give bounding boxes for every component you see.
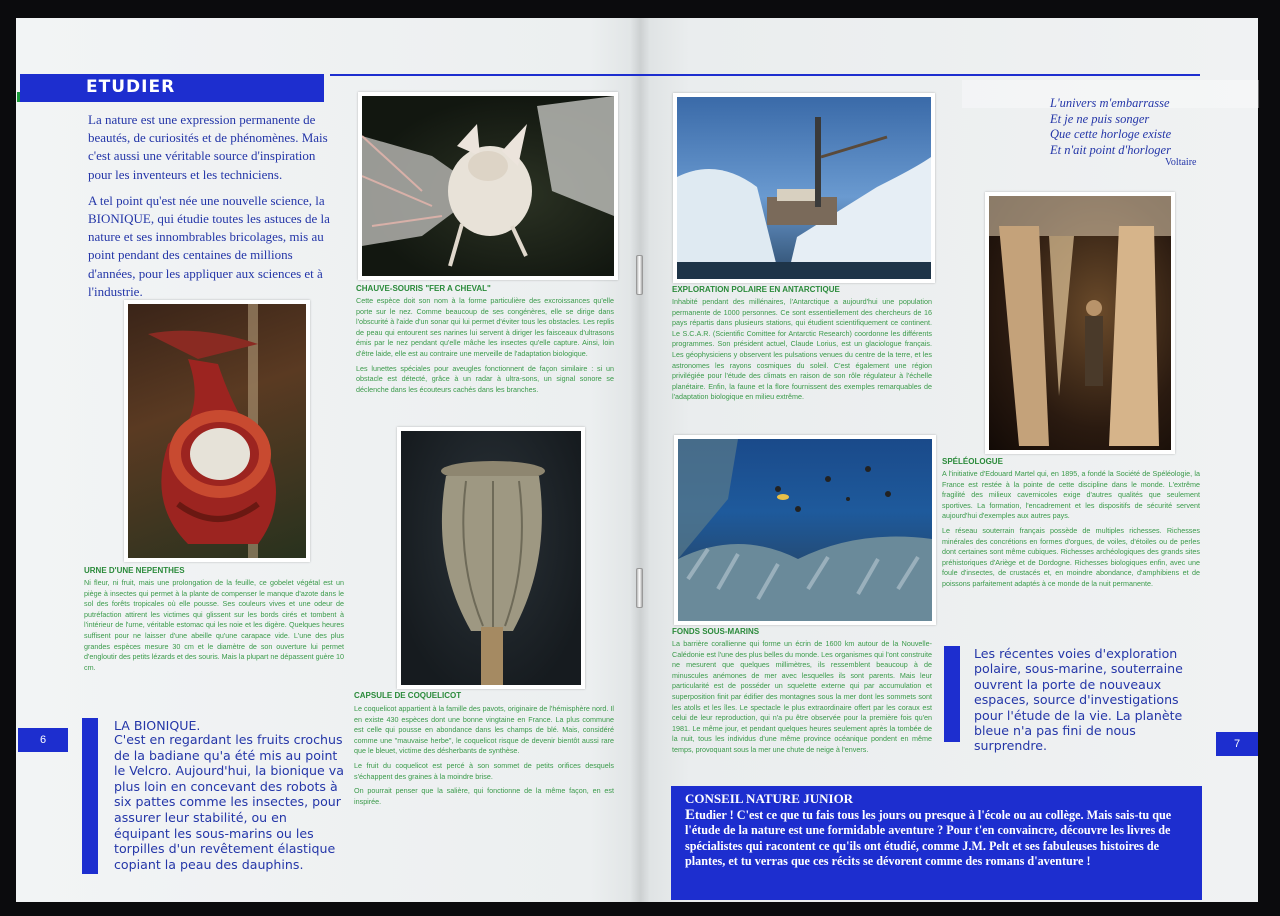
page-number-left: 6 bbox=[18, 728, 68, 752]
conseil-body-text: tudier ! C'est ce que tu fais tous les jours ou presque à l'école ou au collège. Mais sais-tu que l'étude de la nature est une formidable aventure ? Pour t'en convaincre, découvre les livres de spécialistes qui racontent ce qu'ils ont étudié, comme J.M. Pelt et ses fabuleuses histoires de plantes, et tu verras que ces récits se dévorent comme des romans d'aventure ! bbox=[685, 808, 1172, 869]
poppy-caption bbox=[354, 704, 614, 811]
green-marker bbox=[17, 92, 20, 102]
bat-caption-p2: Les lunettes spéciales pour aveugles fonctionnent de façon similaire : si un obstacle est détecté, grâce à un radar à ultra-sons, un signal sonore se déclenche dans les écouteurs cachés dans les branches. bbox=[356, 363, 614, 394]
bat-caption-p1: Cette espèce doit son nom à la forme particulière des excroissances qu'elle porte sur le nez. Comme beaucoup de ses congénères, elle se dirige dans l'obscurité à l'aide d'un sonar qui lui permet d'éviter tous les obstacles. Les replis de peau qui entourent ses narines lui servent à diriger les faisceaux d'ultrasons émis par le nez pendant qu'elle mâche les insectes qu'elle capture. Ainsi, loin d'être laide, elle est au contraire une merveille de l'adaptation biologique. bbox=[356, 296, 614, 358]
poem-line-2: Et je ne puis songer bbox=[1050, 111, 1150, 126]
coral-reef-photo bbox=[674, 435, 936, 625]
intro-text bbox=[88, 111, 340, 309]
reef-caption-p1: La barrière corallienne qui forme un écrin de 1600 km autour de la Nouvelle-Calédonie est l'une des plus belles du monde. Les organismes qui l'ont construite ne mesurent que quelques millimètres, ils ressemblent beaucoup à de minuscules anémones de mer avec lesquelles ils sont parents. Mais leur particularité est de posséder un squelette externe qui par accumulation et superposition finit par édifier des montagnes sous la mer dont les sommets sont les atolls et les îles. Le spectacle le plus extraordinaire offert par les coraux est celui de leur reproduction, qui n'a pu être observée pour la première fois qu'en 1981. Le même jour, et pendant quelques heures seulement après la tombée de la nuit, tous les individus d'une même province océanique pondent en même temps, provoquant sous la mer une chute de neige à l'envers. bbox=[672, 639, 932, 754]
staple-bottom bbox=[636, 568, 643, 608]
nepenthes-photo bbox=[124, 300, 310, 562]
cave-photo bbox=[985, 192, 1175, 454]
poem-line-3: Que cette horloge existe bbox=[1050, 127, 1172, 141]
speleo-caption-p1: A l'initiative d'Edouard Martel qui, en 1895, a fondé la Société de Spéléologie, la France est restée à la pointe de cette discipline dans le monde. L'extrême fragilité des milieux cavernicoles exige d'autres qualités que seulement sportives. La formation, l'encadrement et les dispositifs de sécurité servent aujourd'hui d'exemples aux autres pays. bbox=[942, 469, 1200, 521]
bat-photo bbox=[358, 92, 618, 280]
polar-caption-heading: EXPLORATION POLAIRE EN ANTARCTIQUE bbox=[672, 285, 840, 294]
poppy-caption-p1: Le coquelicot appartient à la famille des pavots, originaire de l'hémisphère nord. Il en existe 430 espèces dont une bonne vingtaine en France. La plus commune est celle qui pousse en abondance dans les champs de blé. Mais, considéré comme une "mauvaise herbe", le coquelicot risque de devenir bientôt aussi rare que le bleuet, victime des désherbants de synthèse. bbox=[354, 704, 614, 756]
header-rule bbox=[330, 74, 1200, 76]
conseil-lead-initial: E bbox=[685, 807, 696, 823]
intro-paragraph-1: La nature est une expression permanente de beautés, de curiosités et de phénomènes. Mais c'est aussi une véritable source d'inspiration pour les inventeurs et les techniciens. bbox=[88, 112, 328, 182]
poem-author: Voltaire bbox=[1165, 157, 1197, 168]
polar-caption bbox=[672, 297, 932, 407]
poppy-caption-p2: Le fruit du coquelicot est percé à son sommet de petits orifices desquels s'échappent des graines à la moindre brise. bbox=[354, 760, 614, 781]
polar-ship-photo bbox=[673, 93, 935, 283]
spine-shadow bbox=[630, 18, 650, 902]
poppy-caption-p3: On pourrait penser que la salière, qui fonctionne de la même façon, en est inspirée. bbox=[354, 786, 614, 806]
section-title: ETUDIER bbox=[86, 77, 176, 97]
intro-paragraph-2: A tel point qu'est née une nouvelle science, la BIONIQUE, qui étudie toutes les astuces de la nature et ses innombrables bricolages, mis au point pendant des centaines de millions d'années, pour les appliquer aux sciences et à l'industrie. bbox=[88, 192, 330, 299]
staple-top bbox=[636, 255, 643, 295]
nepenthes-caption-p1: Ni fleur, ni fruit, mais une prolongation de la feuille, ce gobelet végétal est un piège à insectes qui permet à la plante de compenser le manque d'azote dans le sol des forêts tropicales où elle pousse. Ses couleurs vives et une odeur de putréfaction attirent les victimes qui glissent sur les bords cirés et tombent à l'intérieur de l'urne, véritable estomac qui les noie et les digère. Quelques heures suffisent pour ne laisser d'une abeille qu'une carapace vide. L'une des plus grandes espèces mesure 30 cm et le diamètre de son ouverture lui permet d'engloutir des petits lézards et des souris. Mais la plupart ne dépassent guère 10 cm. bbox=[84, 578, 344, 672]
poppy-capsule-photo bbox=[397, 427, 585, 689]
speleo-caption-p2: Le réseau souterrain français possède de multiples richesses. Richesses minérales des concrétions en formes d'orgues, de voiles, d'étoiles ou de perles dont certaines sont même cubiques. Richesses archéologiques des grands sites préhistoriques d'Ariège et de Dordogne. Richesses biologiques enfin, avec une foule d'insectes, de crustacés et, en moindre abondance, d'amphibiens et de poissons parfaitement adaptés à ce monde de la nuit permanente. bbox=[942, 525, 1200, 588]
reef-caption-heading: FONDS SOUS-MARINS bbox=[672, 627, 760, 636]
bat-caption-heading: CHAUVE-SOURIS "FER A CHEVAL" bbox=[356, 284, 491, 293]
nepenthes-caption-heading: URNE D'UNE NEPENTHES bbox=[84, 566, 185, 575]
speleo-caption-heading: SPÉLÉOLOGUE bbox=[942, 457, 1003, 466]
bat-caption bbox=[356, 296, 614, 399]
poem-line-4: Et n'ait point d'horloger bbox=[1050, 142, 1171, 157]
conseil-title: CONSEIL NATURE JUNIOR bbox=[685, 791, 854, 806]
bionique-box-bar bbox=[82, 718, 98, 874]
poem-line-1: L'univers m'embarrasse bbox=[1050, 96, 1170, 110]
bionique-box-body: C'est en regardant les fruits crochus de la badiane qu'a été mis au point le Velcro. Aujourd'hui, la bionique va plus loin en concevant des robots à six pattes comme les insectes, pour assurer leur stabilité, ou en équipant les sous-marins ou les torpilles d'un revêtement élastique copiant la peau des dauphins. bbox=[114, 732, 344, 872]
poem bbox=[1050, 96, 1171, 158]
polar-caption-p1: Inhabité pendant des millénaires, l'Antarctique a aujourd'hui une population permanente de 1000 personnes. Ce sont essentiellement des chercheurs de 16 pays répartis dans plusieurs stations, qui étudient scientifiquement ce continent. Le S.C.A.R. (Scientific Comittee for Antarctic Research) coordonne les différents programmes. Son président actuel, Claude Lorius, est un glaciologue français. Les géophysiciens y observent les pulsations venues du centre de la terre, et les astronomes les rayons cosmiques du soleil. C'est également une région privilégiée pour l'étude des climats en raison de son rôle régulateur à l'échelle planétaire. Enfin, la faune et la flore fournissent des exemples remarquables de l'adaptation biologique en milieu extrême. bbox=[672, 297, 932, 402]
conseil-body bbox=[685, 808, 1190, 870]
exploration-box bbox=[944, 646, 1200, 754]
poppy-caption-heading: CAPSULE DE COQUELICOT bbox=[354, 691, 462, 700]
nepenthes-caption bbox=[84, 578, 344, 677]
bionique-box bbox=[82, 718, 344, 876]
conseil-nature-junior-box bbox=[671, 786, 1202, 900]
reef-caption bbox=[672, 639, 932, 760]
exploration-box-bar bbox=[944, 646, 960, 742]
exploration-box-body: Les récentes voies d'exploration polaire, sous-marine, souterraine ouvrent la porte de nouveaux espaces, source d'investigations pour l'étude de la vie. La planète bleue n'a pas fini de nous surprendre. bbox=[974, 646, 1183, 754]
page-number-right: 7 bbox=[1216, 732, 1258, 756]
speleo-caption bbox=[942, 469, 1200, 594]
bionique-box-title: LA BIONIQUE. bbox=[114, 718, 201, 733]
